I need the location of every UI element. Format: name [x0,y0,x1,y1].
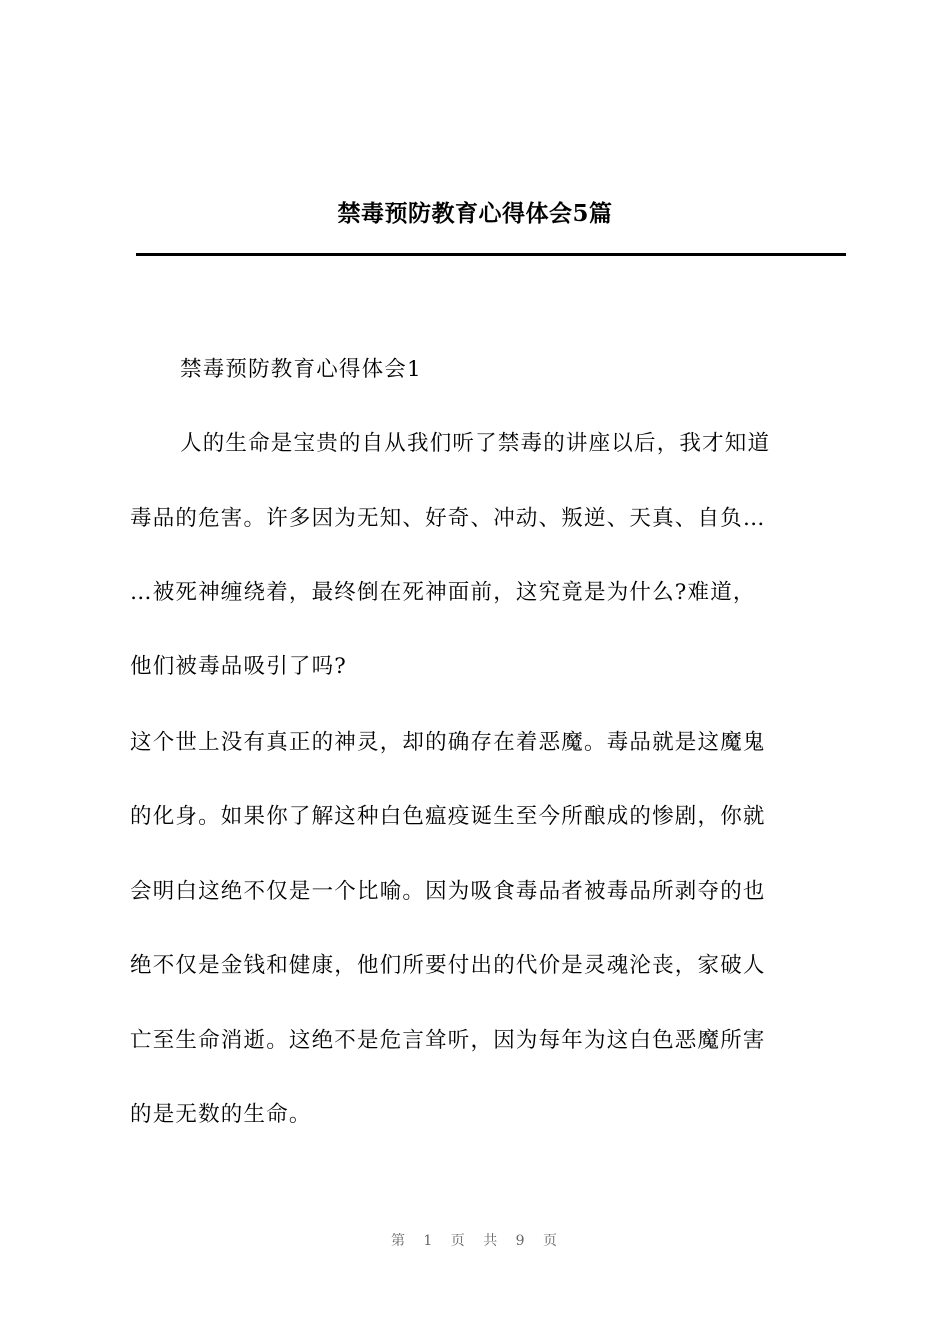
page-title: 禁毒预防教育心得体会5篇 [337,200,613,227]
paragraph-line: 人的生命是宝贵的自从我们听了禁毒的讲座以后，我才知道 [180,431,771,456]
title-underline [136,253,846,256]
paragraph-line: 这个世上没有真正的神灵，却的确存在着恶魔。毒品就是这魔鬼 [130,730,766,755]
paragraph-line: …被死神缠绕着，最终倒在死神面前，这究竟是为什么?难道， [130,580,756,605]
paragraph-line: 亡至生命消逝。这绝不是危言耸听，因为每年为这白色恶魔所害 [130,1028,766,1053]
paragraph-line: 的是无数的生命。 [130,1102,312,1127]
paragraph-line: 会明白这绝不仅是一个比喻。因为吸食毒品者被毒品所剥夺的也 [130,879,766,904]
paragraph-line: 绝不仅是金钱和健康，他们所要付出的代价是灵魂沦丧，家破人 [130,953,766,978]
paragraph-line: 的化身。如果你了解这种白色瘟疫诞生至今所酿成的惨剧，你就 [130,804,766,829]
page-footer: 第 1 页 共 9 页 [390,1233,560,1249]
paragraph-line: 他们被毒品吸引了吗? [130,654,348,679]
section-heading: 禁毒预防教育心得体会1 [180,357,422,382]
paragraph-line: 毒品的危害。许多因为无知、好奇、冲动、叛逆、天真、自负… [130,506,766,531]
